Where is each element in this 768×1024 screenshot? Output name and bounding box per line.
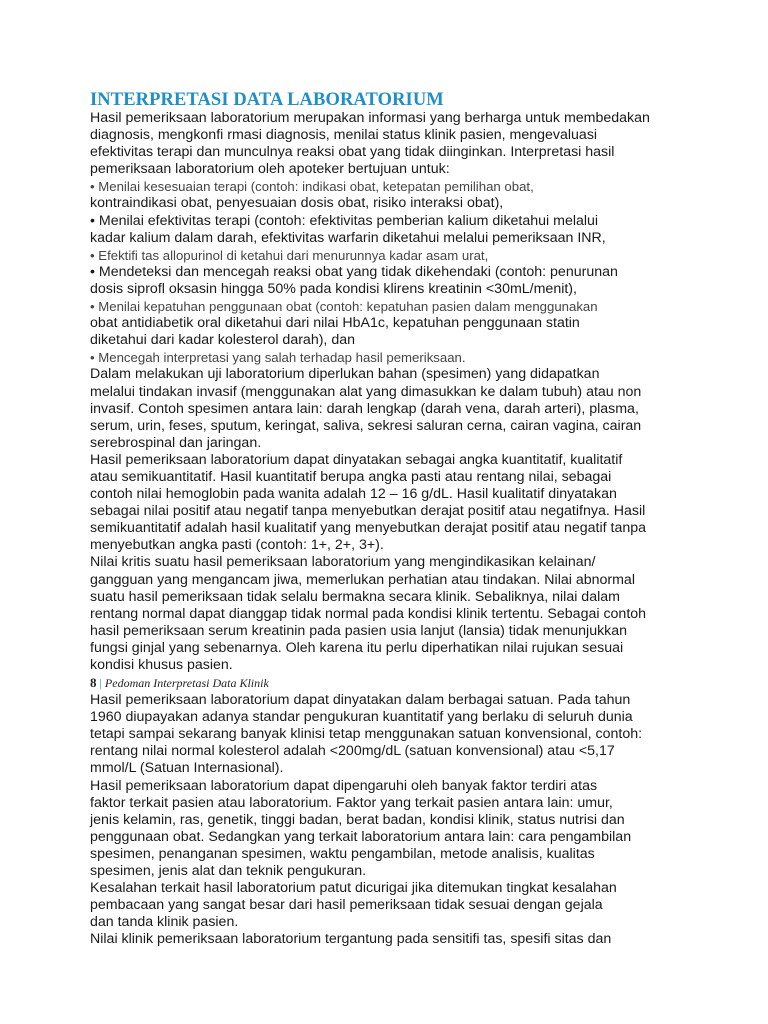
text-line: rentang normal dapat dianggap tidak normal pada kondisi klinik tertentu. Sebagai contoh (90, 605, 647, 622)
text-line: diketahui dari kadar kolesterol darah), dan (90, 332, 355, 349)
text-line: melalui tindakan invasif (menggunakan alat yang dimasukkan ke dalam tubuh) atau non (90, 383, 642, 400)
text-line: gangguan yang mengancam jiwa, memerlukan perhatian atau tindakan. Nilai abnormal (90, 571, 635, 588)
text-line: • Mendeteksi dan mencegah reaksi obat yang tidak dikehendaki (contoh: penurunan (90, 263, 618, 280)
document-content (90, 90, 650, 949)
text-line: dan tanda klinik pasien. (90, 914, 239, 931)
text-line: • Menilai efektivitas terapi (contoh: efektivitas pemberian kalium diketahui melalui (90, 212, 599, 229)
bullet-item (90, 178, 650, 212)
footer-title: Pedoman Interpretasi Data Klinik (104, 676, 269, 691)
text-line: • Mencegah interpretasi yang salah terhadap hasil pemeriksaan. (90, 350, 466, 366)
text-line: • Efektifi tas allopurinol di ketahui dari menurunnya kadar asam urat, (90, 247, 489, 263)
text-line: tetapi sampai sekarang banyak klinisi tetap menggunakan satuan konvensional, contoh: (90, 726, 643, 743)
paragraph-factors (90, 778, 650, 881)
bullet-item (90, 264, 650, 298)
text-line: serum, urin, feses, sputum, keringat, saliva, sekresi saluran cerna, cairan vagina, cairan (90, 417, 642, 434)
footer-separator: | (96, 676, 105, 691)
text-line: Hasil pemeriksaan laboratorium merupakan informasi yang berharga untuk membedakan (90, 110, 650, 126)
text-line: invasif. Contoh spesimen antara lain: darah lengkap (darah vena, darah arteri), plasma, (90, 400, 639, 417)
text-line: spesimen, jenis alat dan teknik pengukuran. (90, 863, 367, 880)
paragraph-specimen (90, 366, 650, 451)
paragraph-result-types (90, 452, 650, 555)
text-line: pemeriksaan laboratorium oleh apoteker bertujuan untuk: (90, 161, 450, 178)
text-line: Hasil pemeriksaan laboratorium dapat dinyatakan sebagai angka kuantitatif, kualitatif (90, 451, 623, 468)
text-line: Dalam melakukan uji laboratorium diperlukan bahan (spesimen) yang didapatkan (90, 366, 600, 383)
bullet-item (90, 247, 650, 264)
text-line: kondisi khusus pasien. (90, 657, 233, 673)
text-line: Hasil pemeriksaan laboratorium dapat dipengaruhi oleh banyak faktor terdiri atas (90, 777, 598, 794)
bullet-item (90, 213, 650, 247)
text-line: pembacaan yang sangat besar dari hasil pemeriksaan tidak sesuai dengan gejala (90, 897, 603, 914)
text-line: suatu hasil pemeriksaan tidak selalu bermakna secara klinik. Sebaliknya, nilai dalam (90, 588, 620, 605)
text-line: efektivitas terapi dan munculnya reaksi obat yang tidak diinginkan. Interpretasi hasil (90, 144, 615, 161)
text-line: fungsi ginjal yang sebenarnya. Oleh karena itu perlu diperhatikan nilai rujukan sesuai (90, 639, 624, 656)
text-line: dosis siprofl oksasin hingga 50% pada kondisi klirens kreatinin <30mL/menit), (90, 280, 577, 297)
text-line: diagnosis, mengkonfi rmasi diagnosis, menilai status klinik pasien, mengevaluasi (90, 127, 598, 144)
page-number: 8 (90, 675, 97, 691)
bullet-item (90, 349, 650, 366)
text-line: jenis kelamin, ras, genetik, tinggi badan, berat badan, kondisi klinik, status nutrisi dan (90, 811, 625, 828)
text-line: contoh nilai hemoglobin pada wanita adalah 12 – 16 g/dL. Hasil kualitatif dinyatakan (90, 486, 617, 503)
text-line: serebrospinal dan jaringan. (90, 434, 262, 451)
text-line: menyebutkan angka pasti (contoh: 1+, 2+, 3+). (90, 537, 384, 554)
text-line: Nilai kritis suatu hasil pemeriksaan laboratorium yang mengindikasikan kelainan/ (90, 554, 596, 571)
text-line: kontraindikasi obat, penyesuaian dosis obat, risiko interaksi obat), (90, 195, 504, 212)
text-line: • Menilai kepatuhan penggunaan obat (contoh: kepatuhan pasien dalam menggunakan (90, 299, 598, 315)
paragraph-units (90, 692, 650, 777)
paragraph-critical-values (90, 554, 650, 674)
text-line: sebagai nilai positif atau negatif tanpa menyebutkan derajat positif atau negatifnya. Hasil (90, 503, 646, 520)
page-footer (90, 674, 650, 692)
text-line: obat antidiabetik oral diketahui dari nilai HbA1c, kepatuhan penggunaan statin (90, 315, 580, 332)
paragraph-clinical-value (90, 931, 650, 948)
text-line: spesimen, penanganan spesimen, waktu pengambilan, metode analisis, kualitas (90, 845, 595, 862)
text-line: hasil pemeriksaan serum kreatinin pada pasien usia lanjut (lansia) tidak menunjukkan (90, 622, 628, 639)
text-line: • Menilai kesesuaian terapi (contoh: indikasi obat, ketepatan pemilihan obat, (90, 179, 534, 195)
text-line: Nilai klinik pemeriksaan laboratorium tergantung pada sensitifi tas, spesifi sitas dan (90, 931, 612, 948)
text-line: 1960 diupayakan adanya standar pengukuran kuantitatif yang berlaku di seluruh dunia (90, 709, 633, 726)
text-line: Kesalahan terkait hasil laboratorium patut dicurigai jika ditemukan tingkat kesalahan (90, 880, 617, 897)
text-line: kadar kalium dalam darah, efektivitas warfarin diketahui melalui pemeriksaan INR, (90, 229, 606, 246)
bullet-item (90, 298, 650, 349)
text-line: atau semikuantitatif. Hasil kuantitatif berupa angka pasti atau rentang nilai, sebagai (90, 468, 612, 485)
text-line: mmol/L (Satuan Internasional). (90, 760, 284, 777)
paragraph-errors (90, 880, 650, 931)
text-line: faktor terkait pasien atau laboratorium. Faktor yang terkait pasien antara lain: umur, (90, 794, 613, 811)
text-line: penggunaan obat. Sedangkan yang terkait laboratorium antara lain: cara pengambilan (90, 828, 632, 845)
intro-paragraph (90, 110, 650, 178)
text-line: rentang nilai normal kolesterol adalah <200mg/dL (satuan konvensional) atau <5,17 (90, 743, 615, 760)
text-line: semikuantitatif adalah hasil kualitatif yang menyebutkan derajat positif atau negatif tanpa (90, 520, 647, 537)
text-line: Hasil pemeriksaan laboratorium dapat dinyatakan dalam berbagai satuan. Pada tahun (90, 692, 631, 709)
page-title: INTERPRETASI DATA LABORATORIUM (90, 90, 444, 110)
